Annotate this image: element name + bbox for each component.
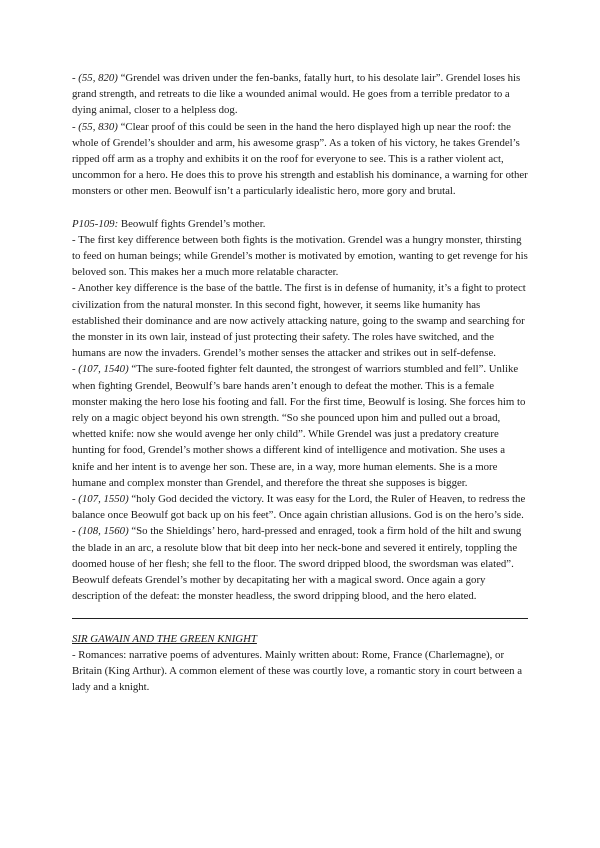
note-text: “The sure-footed fighter felt daunted, the strongest of warriors stumbled and fell”. Unlike when fighting Grendel, Beowulf’s bare hands aren’t enough to defeat the mother. This is a female monster making the hero lose his footing and fall. For the first time, Beowulf is losing. She forces him to rely on a magic object beyond his own strength. “So she pounced upon him and pulled out a broad, whetted knife: now she would avenge her only child”. While Grendel was just a predatory creature hunting for food, Grendel’s mother shows a different kind of intelligence and motivation. She uses a knife and her intent is to avenge her son. These are, in a way, more human elements. She is a more humane and complex monster than Grendel, and therefore the threat she supposes is bigger. — [72, 363, 526, 489]
document-page — [72, 70, 528, 695]
line-reference: (55, 820) — [78, 72, 118, 84]
note-paragraph: - (55, 830) “Clear proof of this could be seen in the hand the hero displayed high up near the roof: the whole of Grendel’s shoulder and arm, his awesome grasp”. As a token of his victory, he takes Grendel’s ripped off arm as a trophy and exhibits it on the roof for everyone to see. This is a rather violent act, uncommon for a hero. He does this to prove his strength and establish his dominance, a warning for other monsters or other men. Beowulf isn’t a particularly idealistic hero, more gory and brutal. — [72, 120, 528, 198]
note-paragraph: - (108, 1560) “So the Shieldings’ hero, hard-pressed and enraged, took a firm hold of the hilt and swung the blade in an arc, a resolute blow that bit deep into her neck-bone and severed it entirely, toppling the doomed house of her flesh; she fell to the floor. The sword dripped blood, the swordsman was elated”. Beowulf defeats Grendel’s mother by decapitating her with a magical sword. Once again a gory description of the defeat: the monster headless, the sword dripping blood, and the hero elated. — [72, 525, 522, 603]
line-reference: (55, 830) — [78, 120, 118, 133]
note-paragraph: - Romances: narrative poems of adventures. Mainly written about: Rome, France (Charlemagne), or Britain (King Arthur). A common element of these was courtly love, a romantic story in court between a lady and a knight. — [72, 648, 523, 694]
note-paragraph: - Another key difference is the base of the battle. The first is in defense of humanity, it’s a fight to protect civilization from the natural monster. In this second fight, however, it seems like humanity has established their dominance and are now actively attacking nature, going to the swamp and searching for the monster in its own lair, instead of just protecting their safety. The roles have switched, and the humans are now the invaders. Grendel’s mother senses the attacker and strikes out in self-defense. — [72, 282, 526, 360]
line-reference: (107, 1540) — [78, 363, 129, 376]
section-heading — [72, 216, 528, 232]
section-title: SIR GAWAIN AND THE GREEN KNIGHT — [72, 632, 257, 645]
note-paragraph: - (107, 1540) “The sure-footed fighter felt daunted, the strongest of warriors stumbled and fell”. Unlike when fighting Grendel, Beowulf’s bare hands aren’t enough to defeat the mother. This is a female monster making the hero lose his footing and fall. For the first time, Beowulf is losing. She forces him to rely on a magic object beyond his own strength. “So she pounced upon him and pulled out a broad, whetted knife: now she would avenge her only child”. While Grendel was just a predatory creature hunting for food, Grendel’s mother shows a different kind of intelligence and motivation. She uses a knife and her intent is to avenge her son. These are, in a way, more human elements. She is a more humane and complex monster than Grendel, and therefore the threat she supposes is bigger. — [72, 363, 526, 489]
note-text: “Grendel was driven under the fen-banks, fatally hurt, to his desolate lair”. Grendel loses his grand strength, and retreats to die like a wounded animal would. He goes from a terrible predator to a dying animal, closer to a helpless dog. — [72, 72, 521, 117]
paragraph-gap — [72, 200, 528, 216]
line-reference: (108, 1560) — [78, 525, 129, 538]
section-heading-text: Beowulf fights Grendel’s mother. — [118, 217, 266, 230]
line-reference: (107, 1550) — [78, 493, 129, 506]
note-text: “holy God decided the victory. It was easy for the Lord, the Ruler of Heaven, to redress the balance once Beowulf got back up on his feet”. Once again christian allusions. God is on the hero’s side. — [72, 493, 526, 522]
note-paragraph: - (55, 820) “Grendel was driven under the fen-banks, fatally hurt, to his desolate lair”. Grendel loses his grand strength, and retreats to die like a wounded animal would. He goes from a terrible predator to a dying animal, closer to a helpless dog. — [72, 72, 521, 117]
page-reference: P105-109: — [72, 217, 119, 230]
horizontal-divider — [72, 618, 528, 619]
note-paragraph: - The first key difference between both fights is the motivation. Grendel was a hungry monster, thirsting to feed on human beings; while Grendel’s mother is motivated by emotion, wanting to get revenge for his beloved son. This makes her a much more relatable character. — [72, 233, 528, 279]
note-paragraph: - (107, 1550) “holy God decided the victory. It was easy for the Lord, the Ruler of Heaven, to redress the balance once Beowulf got back up on his feet”. Once again christian allusions. God is on the hero’s side. — [72, 493, 526, 522]
note-text: “So the Shieldings’ hero, hard-pressed and enraged, took a firm hold of the hilt and swung the blade in an arc, a resolute blow that bit deep into her neck-bone and severed it entirely, toppling the doomed house of her flesh; she fell to the floor. The sword dripped blood, the swordsman was elated”. Beowulf defeats Grendel’s mother by decapitating her with a magical sword. Once again a gory description of the defeat: the monster headless, the sword dripping blood, and the hero elated. — [72, 525, 522, 603]
note-text: “Clear proof of this could be seen in the hand the hero displayed high up near the roof: the whole of Grendel’s shoulder and arm, his awesome grasp”. As a token of his victory, he takes Grendel’s ripped off arm as a trophy and exhibits it on the roof for everyone to see. This is a rather violent act, uncommon for a hero. He does this to prove his strength and establish his dominance, a warning for other monsters or other men. Beowulf isn’t a particularly idealistic hero, more gory and brutal. — [72, 120, 528, 198]
